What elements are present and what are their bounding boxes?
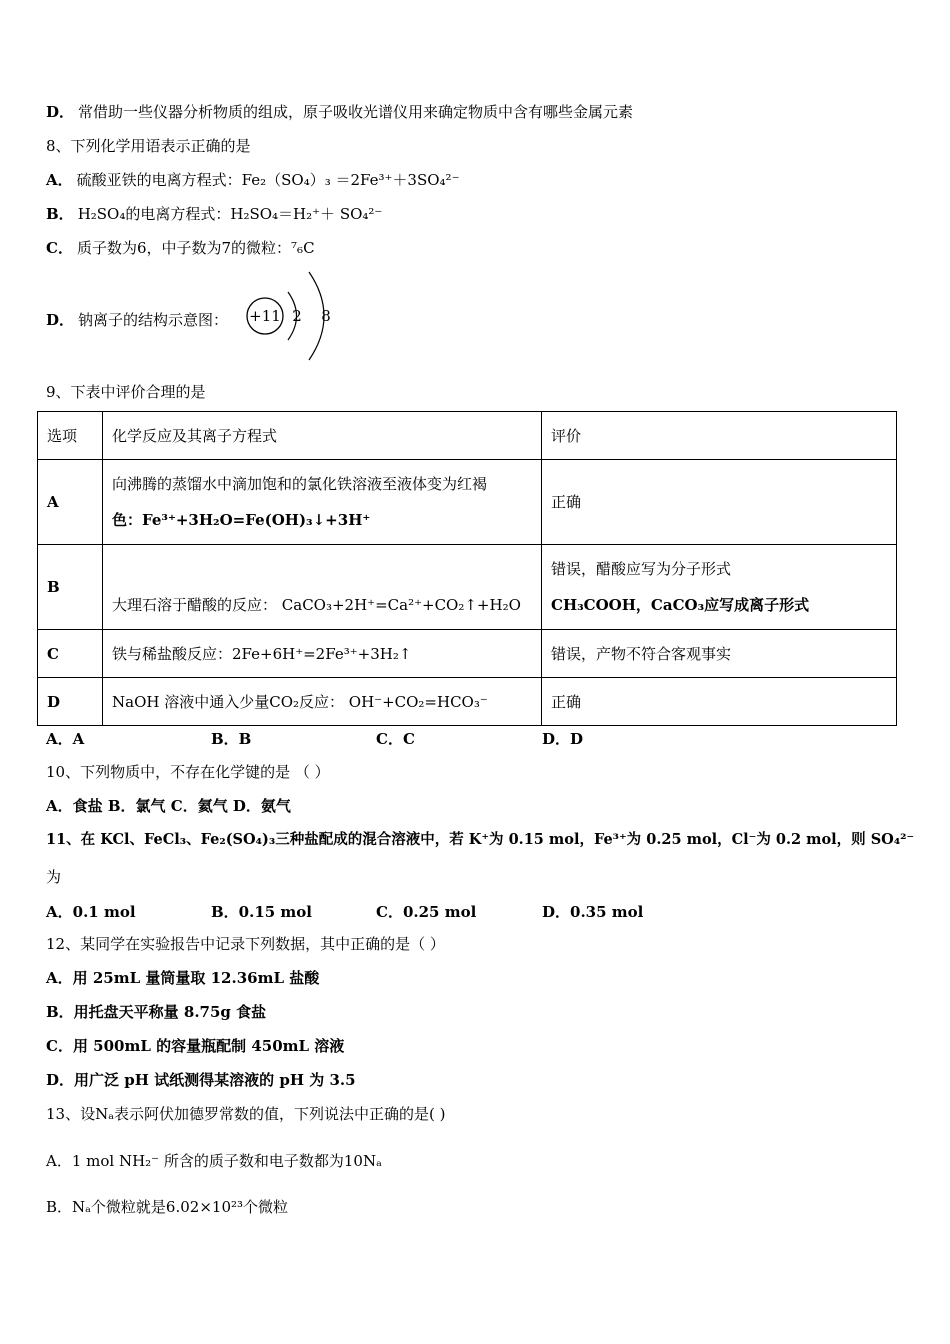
q13-stem: 13、设Nₐ表示阿伏加德罗常数的值，下列说法中正确的是( ) (46, 1105, 446, 1123)
q9-stem: 9、下表中评价合理的是 (46, 383, 206, 401)
reaction-line: 色：Fe³⁺+3H₂O=Fe(OH)₃↓+3H⁺ (112, 511, 371, 529)
q12-option-b: B．用托盘天平称量 8.75g 食盐 (46, 1003, 267, 1021)
q8-option-c (46, 238, 315, 258)
reaction-cell (103, 460, 542, 545)
reaction-cell: 铁与稀盐酸反应：2Fe+6H⁺=2Fe³⁺+3H₂↑ (103, 630, 542, 678)
header-cell: 选项 (38, 412, 103, 460)
option-d: D．0.35 mol (542, 903, 644, 921)
q8-option-a (46, 170, 460, 190)
q12-stem: 12、某同学在实验报告中记录下列数据，其中正确的是（ ） (46, 935, 445, 953)
eval-cell (542, 460, 897, 545)
eval-line: CH₃COOH，CaCO₃应写成离子形式 (551, 596, 810, 614)
reaction-line: 大理石溶于醋酸的反应： CaCO₃+2H⁺=Ca²⁺+CO₂↑+H₂O (112, 596, 521, 614)
option-text: 硫酸亚铁的电离方程式：Fe₂（SO₄）₃ ＝2Fe³⁺＋3SO₄²⁻ (76, 171, 460, 189)
q11-stem-cont: 为 (46, 868, 62, 886)
table-row (38, 678, 897, 726)
option-text: 钠离子的结构示意图： (78, 311, 229, 329)
q10-options: A．食盐 B．氯气 C．氦气 D．氨气 (46, 797, 291, 815)
reaction-cell: NaOH 溶液中通入少量CO₂反应： OH⁻+CO₂=HCO₃⁻ (103, 678, 542, 726)
q8-option-b (46, 204, 382, 224)
reaction-line (112, 551, 532, 587)
table-row (38, 545, 897, 630)
option-a: A．0.1 mol (46, 903, 136, 921)
table-header-row (38, 412, 897, 460)
q12-option-d: D．用广泛 pH 试纸测得某溶液的 pH 为 3.5 (46, 1071, 356, 1089)
eval-line: 正确 (551, 493, 582, 511)
option-cell: D (38, 678, 103, 726)
eval-cell: 错误，产物不符合客观事实 (542, 630, 897, 678)
option-b: B．0.15 mol (211, 903, 313, 921)
eval-cell (542, 545, 897, 630)
option-cell: B (38, 545, 103, 630)
q7-option-d (46, 102, 633, 122)
q8-option-d (46, 310, 228, 330)
option-label: D． (46, 311, 75, 329)
option-d: D．D (542, 730, 584, 748)
option-label: A． (46, 171, 73, 189)
eval-line: 错误，醋酸应写为分子形式 (551, 560, 732, 578)
option-a: A．A (46, 730, 85, 748)
q8-stem: 8、下列化学用语表示正确的是 (46, 137, 251, 155)
option-c: C．C (376, 730, 415, 748)
option-text: 常借助一些仪器分析物质的组成，原子吸收光谱仪用来确定物质中含有哪些金属元素 (78, 103, 634, 121)
eval-cell: 正确 (542, 678, 897, 726)
option-text: H₂SO₄的电离方程式：H₂SO₄＝H₂⁺＋ SO₄²⁻ (77, 205, 383, 223)
q11-stem: 11、在 KCl、FeCl₃、Fe₂(SO₄)₃三种盐配成的混合溶液中，若 K⁺为 0.15 mol，Fe³⁺为 0.25 mol，Cl⁻为 0.2 mol，则 SO₄²⁻ (46, 831, 915, 848)
q12-option-a: A．用 25mL 量筒量取 12.36mL 盐酸 (46, 969, 320, 987)
table-row (38, 460, 897, 545)
q13-option-a: A．1 mol NH₂⁻ 所含的质子数和电子数都为10Nₐ (46, 1152, 382, 1170)
option-b: B．B (211, 730, 252, 748)
option-cell: C (38, 630, 103, 678)
evaluation-table (37, 411, 897, 726)
option-label: D． (46, 103, 75, 121)
option-cell: A (38, 460, 103, 545)
reaction-line: 向沸腾的蒸馏水中滴加饱和的氯化铁溶液至液体变为红褐 (112, 475, 488, 493)
nucleus-label: +11 (249, 307, 281, 325)
option-label: C． (46, 239, 73, 257)
reaction-cell (103, 545, 542, 630)
shell-1-count: 2 (292, 307, 302, 325)
option-c: C．0.25 mol (376, 903, 477, 921)
option-text: 质子数为6，中子数为7的微粒：⁷₆C (76, 239, 315, 257)
shell-2-count: 8 (321, 307, 331, 325)
q10-stem: 10、下列物质中，不存在化学键的是 （ ） (46, 763, 330, 781)
sodium-ion-structure-diagram (243, 270, 338, 362)
table-row (38, 630, 897, 678)
header-cell: 评价 (542, 412, 897, 460)
header-cell: 化学反应及其离子方程式 (103, 412, 542, 460)
q13-option-b: B．Nₐ个微粒就是6.02×10²³个微粒 (46, 1198, 289, 1216)
q12-option-c: C．用 500mL 的容量瓶配制 450mL 溶液 (46, 1037, 345, 1055)
option-label: B． (46, 205, 74, 223)
